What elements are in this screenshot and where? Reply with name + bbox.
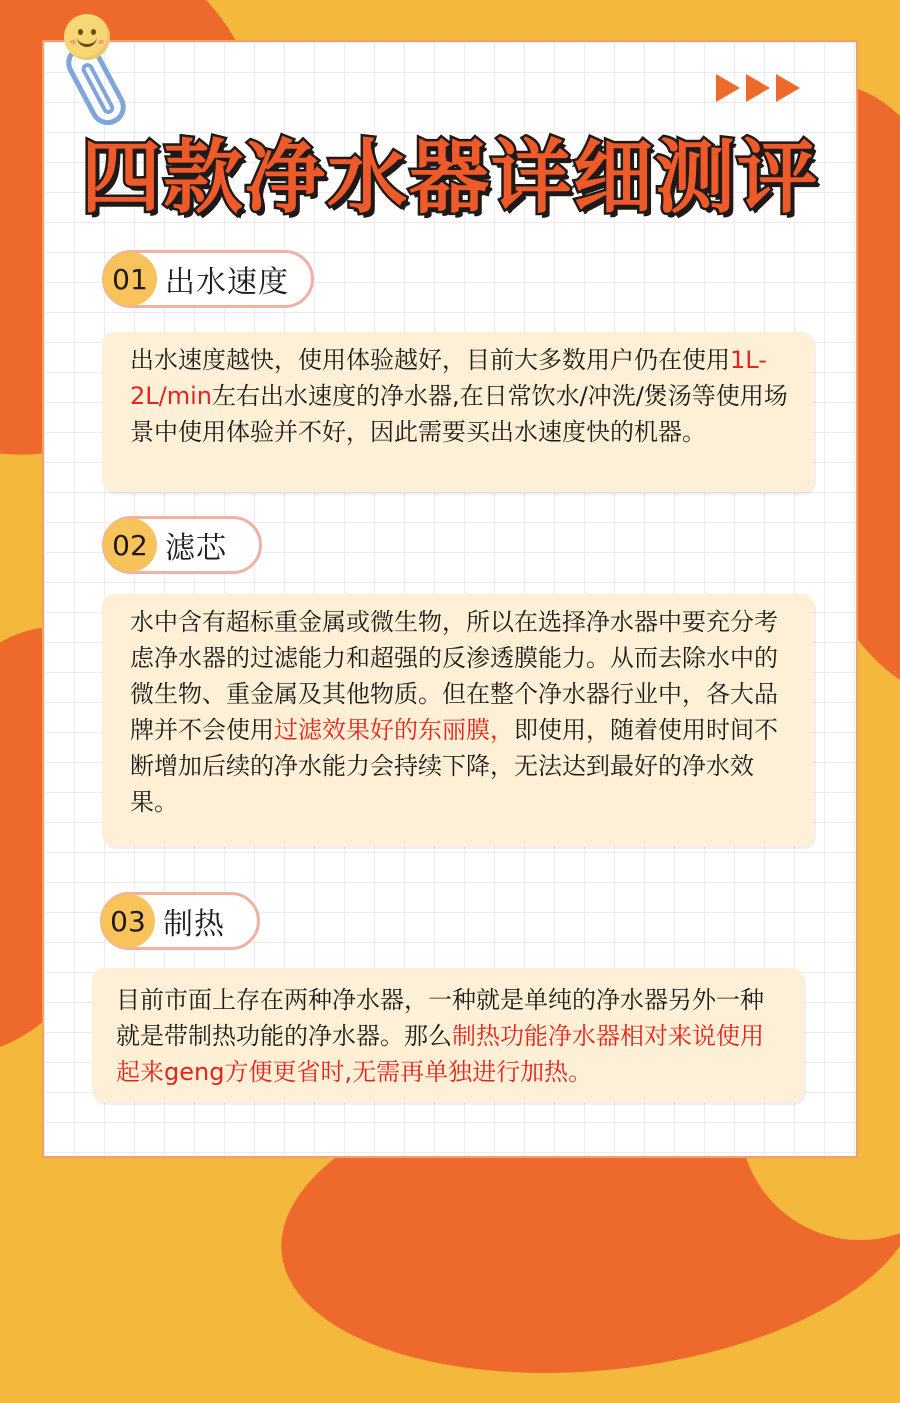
- body-text: 出水速度越快，使用体验越好，目前大多数用户仍在使用: [130, 346, 730, 374]
- highlight-text: 1L-2L/min: [130, 346, 767, 410]
- body-text: 左右出水速度的净水器,在日常饮水/冲洗/煲汤等使用场景中使用体验并不好，因此需要买出水速度快的机器。: [130, 382, 788, 446]
- section-heading-label: 滤芯: [165, 531, 227, 566]
- triple-arrow-icon: [716, 74, 812, 104]
- section-body-heating: [92, 968, 804, 1102]
- highlight-text: 过滤效果好的东丽膜，: [274, 716, 514, 744]
- page-title: 四款净水器详细测评: [81, 131, 819, 224]
- section-heading-filter: [102, 516, 262, 574]
- section-heading-heating: [100, 892, 260, 950]
- section-number-badge: 03: [101, 894, 155, 948]
- section-body-speed: [102, 332, 814, 492]
- highlight-text: 制热功能净水器相对来说使用起来geng方便更省时,无需再单独进行加热。: [116, 1022, 764, 1086]
- section-number-badge: 01: [103, 252, 157, 306]
- section-heading-label: 出水速度: [165, 265, 289, 300]
- smiley-icon: [64, 14, 110, 60]
- body-text: 水中含有超标重金属或微生物，所以在选择净水器中要充分考虑净水器的过滤能力和超强的反渗透膜能力。从而去除水中的微生物、重金属及其他物质。但在整个净水器行业中，各大品牌并不会使用: [130, 608, 778, 744]
- body-text: 即使用，随着使用时间不断增加后续的净水能力会持续下降，无法达到最好的净水效果。: [130, 716, 778, 816]
- section-heading-label: 制热: [163, 907, 225, 942]
- body-text: 目前市面上存在两种净水器，一种就是单纯的净水器另外一种就是带制热功能的净水器。那么: [116, 986, 764, 1050]
- section-number-badge: 02: [103, 518, 157, 572]
- section-heading-speed: [102, 250, 314, 308]
- section-body-filter: [102, 594, 814, 846]
